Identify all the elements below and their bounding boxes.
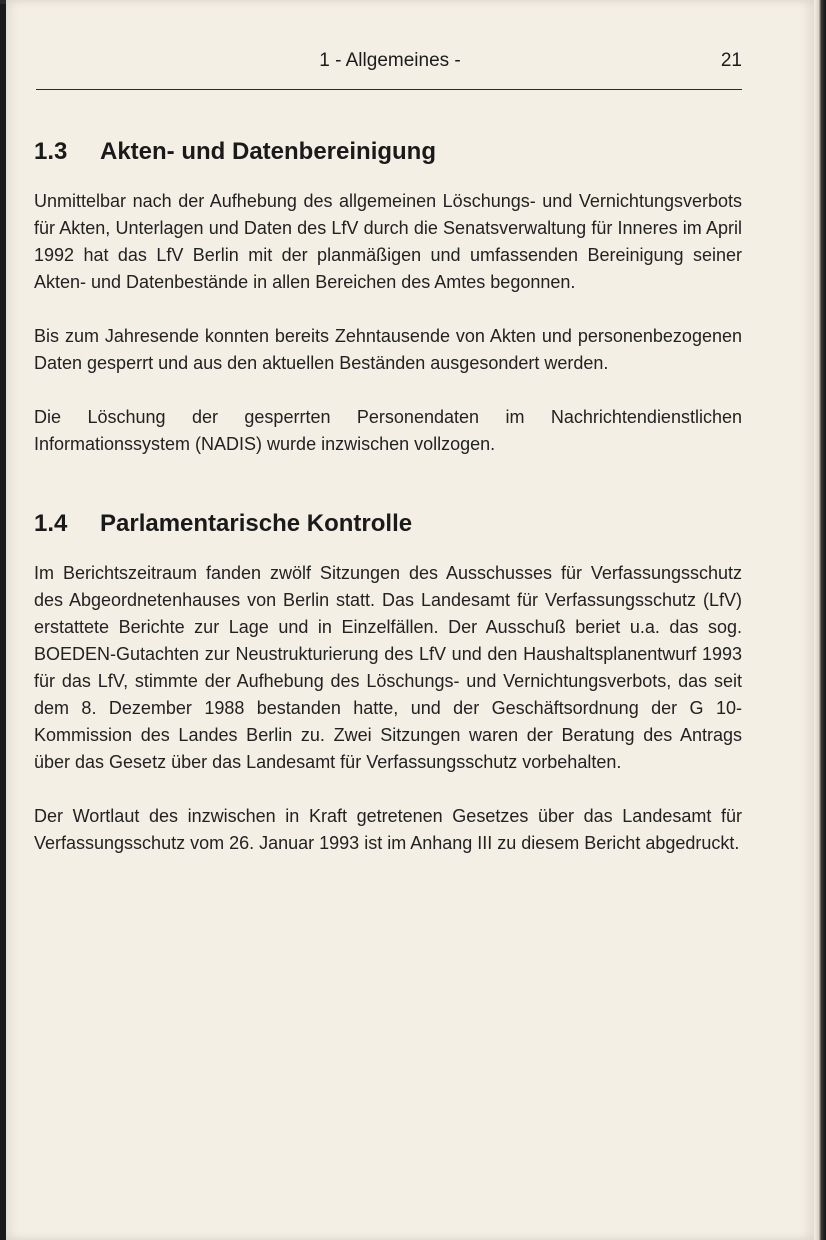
section-heading bbox=[34, 510, 742, 538]
paragraph: Im Berichtszeitraum fanden zwölf Sitzungen des Ausschusses für Verfassungsschutz des Abgeordnetenhauses von Berlin statt. Das Landesamt für Verfassungsschutz (LfV) erstattete Berichte zur Lage und in Einzelfällen. Der Ausschuß beriet u.a. das sog. BOEDEN-Gutachten zur Neustrukturierung des LfV und den Haushaltsplanentwurf 1993 für das LfV, stimmte der Aufhebung des Löschungs- und Vernichtungsverbots, das seit dem 8. Dezember 1988 bestanden hatte, und der Geschäftsordnung der G 10-Kommission des Landes Berlin zu. Zwei Sitzungen waren der Beratung des Antrags über das Gesetz über das Landesamt für Verfassungsschutz vorbehalten. bbox=[34, 563, 742, 772]
section-akten-datenbereinigung bbox=[34, 138, 742, 458]
document-page bbox=[6, 0, 814, 1240]
paragraph: Bis zum Jahresende konnten bereits Zehntausende von Akten und personenbezogenen Daten gesperrt und aus den aktuellen Beständen ausgesondert werden. bbox=[34, 326, 742, 373]
section-number: 1.3 bbox=[34, 138, 68, 165]
header-title: 1 - Allgemeines - bbox=[319, 50, 461, 71]
section-title: Parlamentarische Kontrolle bbox=[100, 510, 413, 537]
page-content bbox=[34, 138, 742, 884]
section-heading bbox=[34, 138, 742, 166]
section-number: 1.4 bbox=[34, 510, 68, 537]
paragraph: Der Wortlaut des inzwischen in Kraft getretenen Gesetzes über das Landesamt für Verfassungsschutz vom 26. Januar 1993 ist im Anhang III zu diesem Bericht abgedruckt. bbox=[34, 806, 742, 853]
running-header bbox=[38, 48, 742, 76]
paragraph: Die Löschung der gesperrten Personendaten im Nachrichtendienstlichen Informationssystem (NADIS) wurde inzwischen vollzogen. bbox=[34, 407, 742, 454]
section-title: Akten- und Datenbereinigung bbox=[100, 138, 436, 165]
section-parlamentarische-kontrolle bbox=[34, 510, 742, 857]
paragraph: Unmittelbar nach der Aufhebung des allgemeinen Löschungs- und Vernichtungsverbots für Akten, Unterlagen und Daten des LfV durch die Senatsverwaltung für Inneres im April 1992 hat das LfV Berlin mit der planmäßigen und umfassenden Bereinigung seiner Akten- und Datenbestände in allen Bereichen des Amtes begonnen. bbox=[34, 191, 742, 292]
header-rule bbox=[36, 89, 742, 90]
scan-right-edge bbox=[814, 0, 826, 1240]
page-number: 21 bbox=[720, 50, 742, 71]
